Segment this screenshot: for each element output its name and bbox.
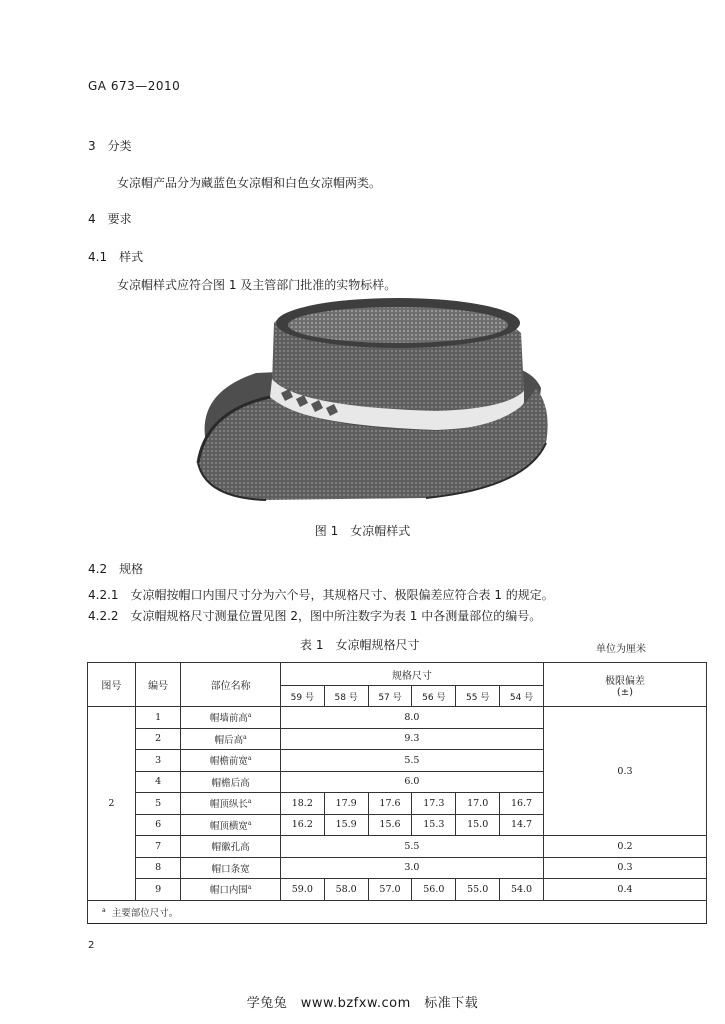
cell-tolerance: 0.4 [543, 879, 706, 901]
cell-part [181, 771, 280, 793]
th-tolerance-line2: (±) [616, 686, 634, 698]
cell-seq: 8 [135, 857, 181, 879]
cell-value: 16.2 [280, 814, 324, 836]
cell-seq: 5 [135, 793, 181, 815]
table-unit-note: 单位为厘米 [596, 644, 646, 655]
cell-seq: 6 [135, 814, 181, 836]
part-mark: a [247, 712, 252, 720]
th-seq: 编号 [135, 663, 181, 707]
cell-part [181, 793, 280, 815]
table-1-title: 表 1 女凉帽规格尺寸 [300, 638, 420, 652]
site-footer: 学兔兔 www.bzfxw.com 标准下载 [246, 996, 479, 1011]
table-row [88, 707, 707, 729]
table-row [88, 879, 707, 901]
cell-seq: 2 [135, 728, 181, 750]
cell-value: 16.7 [500, 793, 544, 815]
section-4-2-title: 4.2 规格 [88, 562, 144, 576]
cell-seq: 7 [135, 836, 181, 858]
section-3-para: 女凉帽产品分为藏蓝色女凉帽和白色女凉帽两类。 [117, 176, 382, 190]
part-name: 帽口内围 [209, 885, 248, 897]
cell-seq: 3 [135, 750, 181, 772]
part-name: 帽檐后高 [211, 777, 250, 789]
cell-value: 17.6 [368, 793, 412, 815]
figure-1-caption: 图 1 女凉帽样式 [314, 524, 411, 538]
th-tolerance-line1: 极限偏差 [604, 675, 645, 687]
cell-seq: 9 [135, 879, 181, 901]
cell-part [181, 814, 280, 836]
section-4-2-2-para: 4.2.2 女凉帽规格尺寸测量位置见图 2，图中所注数字为表 1 中各测量部位的编号。 [88, 609, 542, 623]
table-row [88, 836, 707, 858]
section-4-1-para: 女凉帽样式应符合图 1 及主管部门批准的实物标样。 [117, 278, 397, 292]
cell-tolerance: 0.2 [543, 836, 706, 858]
table-footnote-row [88, 900, 707, 923]
cell-value: 59.0 [280, 879, 324, 901]
cell-value: 18.2 [280, 793, 324, 815]
th-size: 58 号 [324, 686, 368, 707]
doc-header-id: GA 673—2010 [88, 79, 181, 93]
section-4-title: 4 要求 [88, 212, 132, 226]
cell-value: 17.3 [412, 793, 456, 815]
section-4-2-1-para: 4.2.1 女凉帽按帽口内围尺寸分为六个号，其规格尺寸、极限偏差应符合表 1 的规定。 [88, 588, 554, 602]
cell-merged-value: 9.3 [280, 728, 543, 750]
part-name: 帽顶纵长 [209, 799, 248, 811]
cell-value: 15.6 [368, 814, 412, 836]
cell-part [181, 857, 280, 879]
th-part: 部位名称 [181, 663, 280, 707]
cell-seq: 4 [135, 771, 181, 793]
part-mark: a [247, 884, 252, 892]
part-name: 帽檐前宽 [209, 756, 248, 768]
part-mark: a [247, 755, 252, 763]
th-spec: 规格尺寸 [280, 663, 543, 686]
cell-part [181, 836, 280, 858]
cell-part [181, 707, 280, 729]
cell-part [181, 750, 280, 772]
th-size: 57 号 [368, 686, 412, 707]
cell-value: 17.9 [324, 793, 368, 815]
th-size: 54 号 [500, 686, 544, 707]
cell-merged-value: 5.5 [280, 750, 543, 772]
th-size: 56 号 [412, 686, 456, 707]
footnote-text: 主要部位尺寸。 [111, 907, 179, 919]
cell-value: 57.0 [368, 879, 412, 901]
footnote-mark: a [102, 906, 106, 914]
part-name: 帽墙前高 [209, 713, 248, 725]
part-name: 帽口条宽 [211, 863, 250, 875]
th-tolerance [543, 663, 706, 707]
part-name: 帽顶横宽 [209, 820, 248, 832]
cell-merged-value: 5.5 [280, 836, 543, 858]
cell-value: 55.0 [456, 879, 500, 901]
cell-part [181, 879, 280, 901]
cell-merged-value: 6.0 [280, 771, 543, 793]
cell-value: 14.7 [500, 814, 544, 836]
cell-tolerance: 0.3 [543, 707, 706, 836]
part-mark: a [243, 733, 247, 741]
cell-merged-value: 8.0 [280, 707, 543, 729]
section-4-1-title: 4.1 样式 [88, 250, 144, 264]
part-name: 帽后高 [214, 734, 244, 746]
cell-part [181, 728, 280, 750]
cell-value: 54.0 [500, 879, 544, 901]
th-size: 59 号 [280, 686, 324, 707]
cell-value: 15.9 [324, 814, 368, 836]
cell-merged-value: 3.0 [280, 857, 543, 879]
section-3-title: 3 分类 [88, 139, 132, 153]
table-row [88, 857, 707, 879]
spec-table [87, 662, 707, 924]
table-footnote [88, 900, 707, 923]
cell-value: 15.0 [456, 814, 500, 836]
cell-seq: 1 [135, 707, 181, 729]
hat-figure-image [186, 293, 554, 505]
part-mark: a [247, 819, 252, 827]
part-mark: a [247, 798, 252, 806]
page-number: 2 [88, 940, 95, 951]
th-size: 55 号 [456, 686, 500, 707]
cell-value: 15.3 [412, 814, 456, 836]
part-name: 帽徽孔高 [211, 842, 250, 854]
cell-value: 56.0 [412, 879, 456, 901]
cell-tolerance: 0.3 [543, 857, 706, 879]
cell-fig-no: 2 [88, 707, 136, 901]
cell-value: 17.0 [456, 793, 500, 815]
th-fig-no: 图号 [88, 663, 136, 707]
cell-value: 58.0 [324, 879, 368, 901]
